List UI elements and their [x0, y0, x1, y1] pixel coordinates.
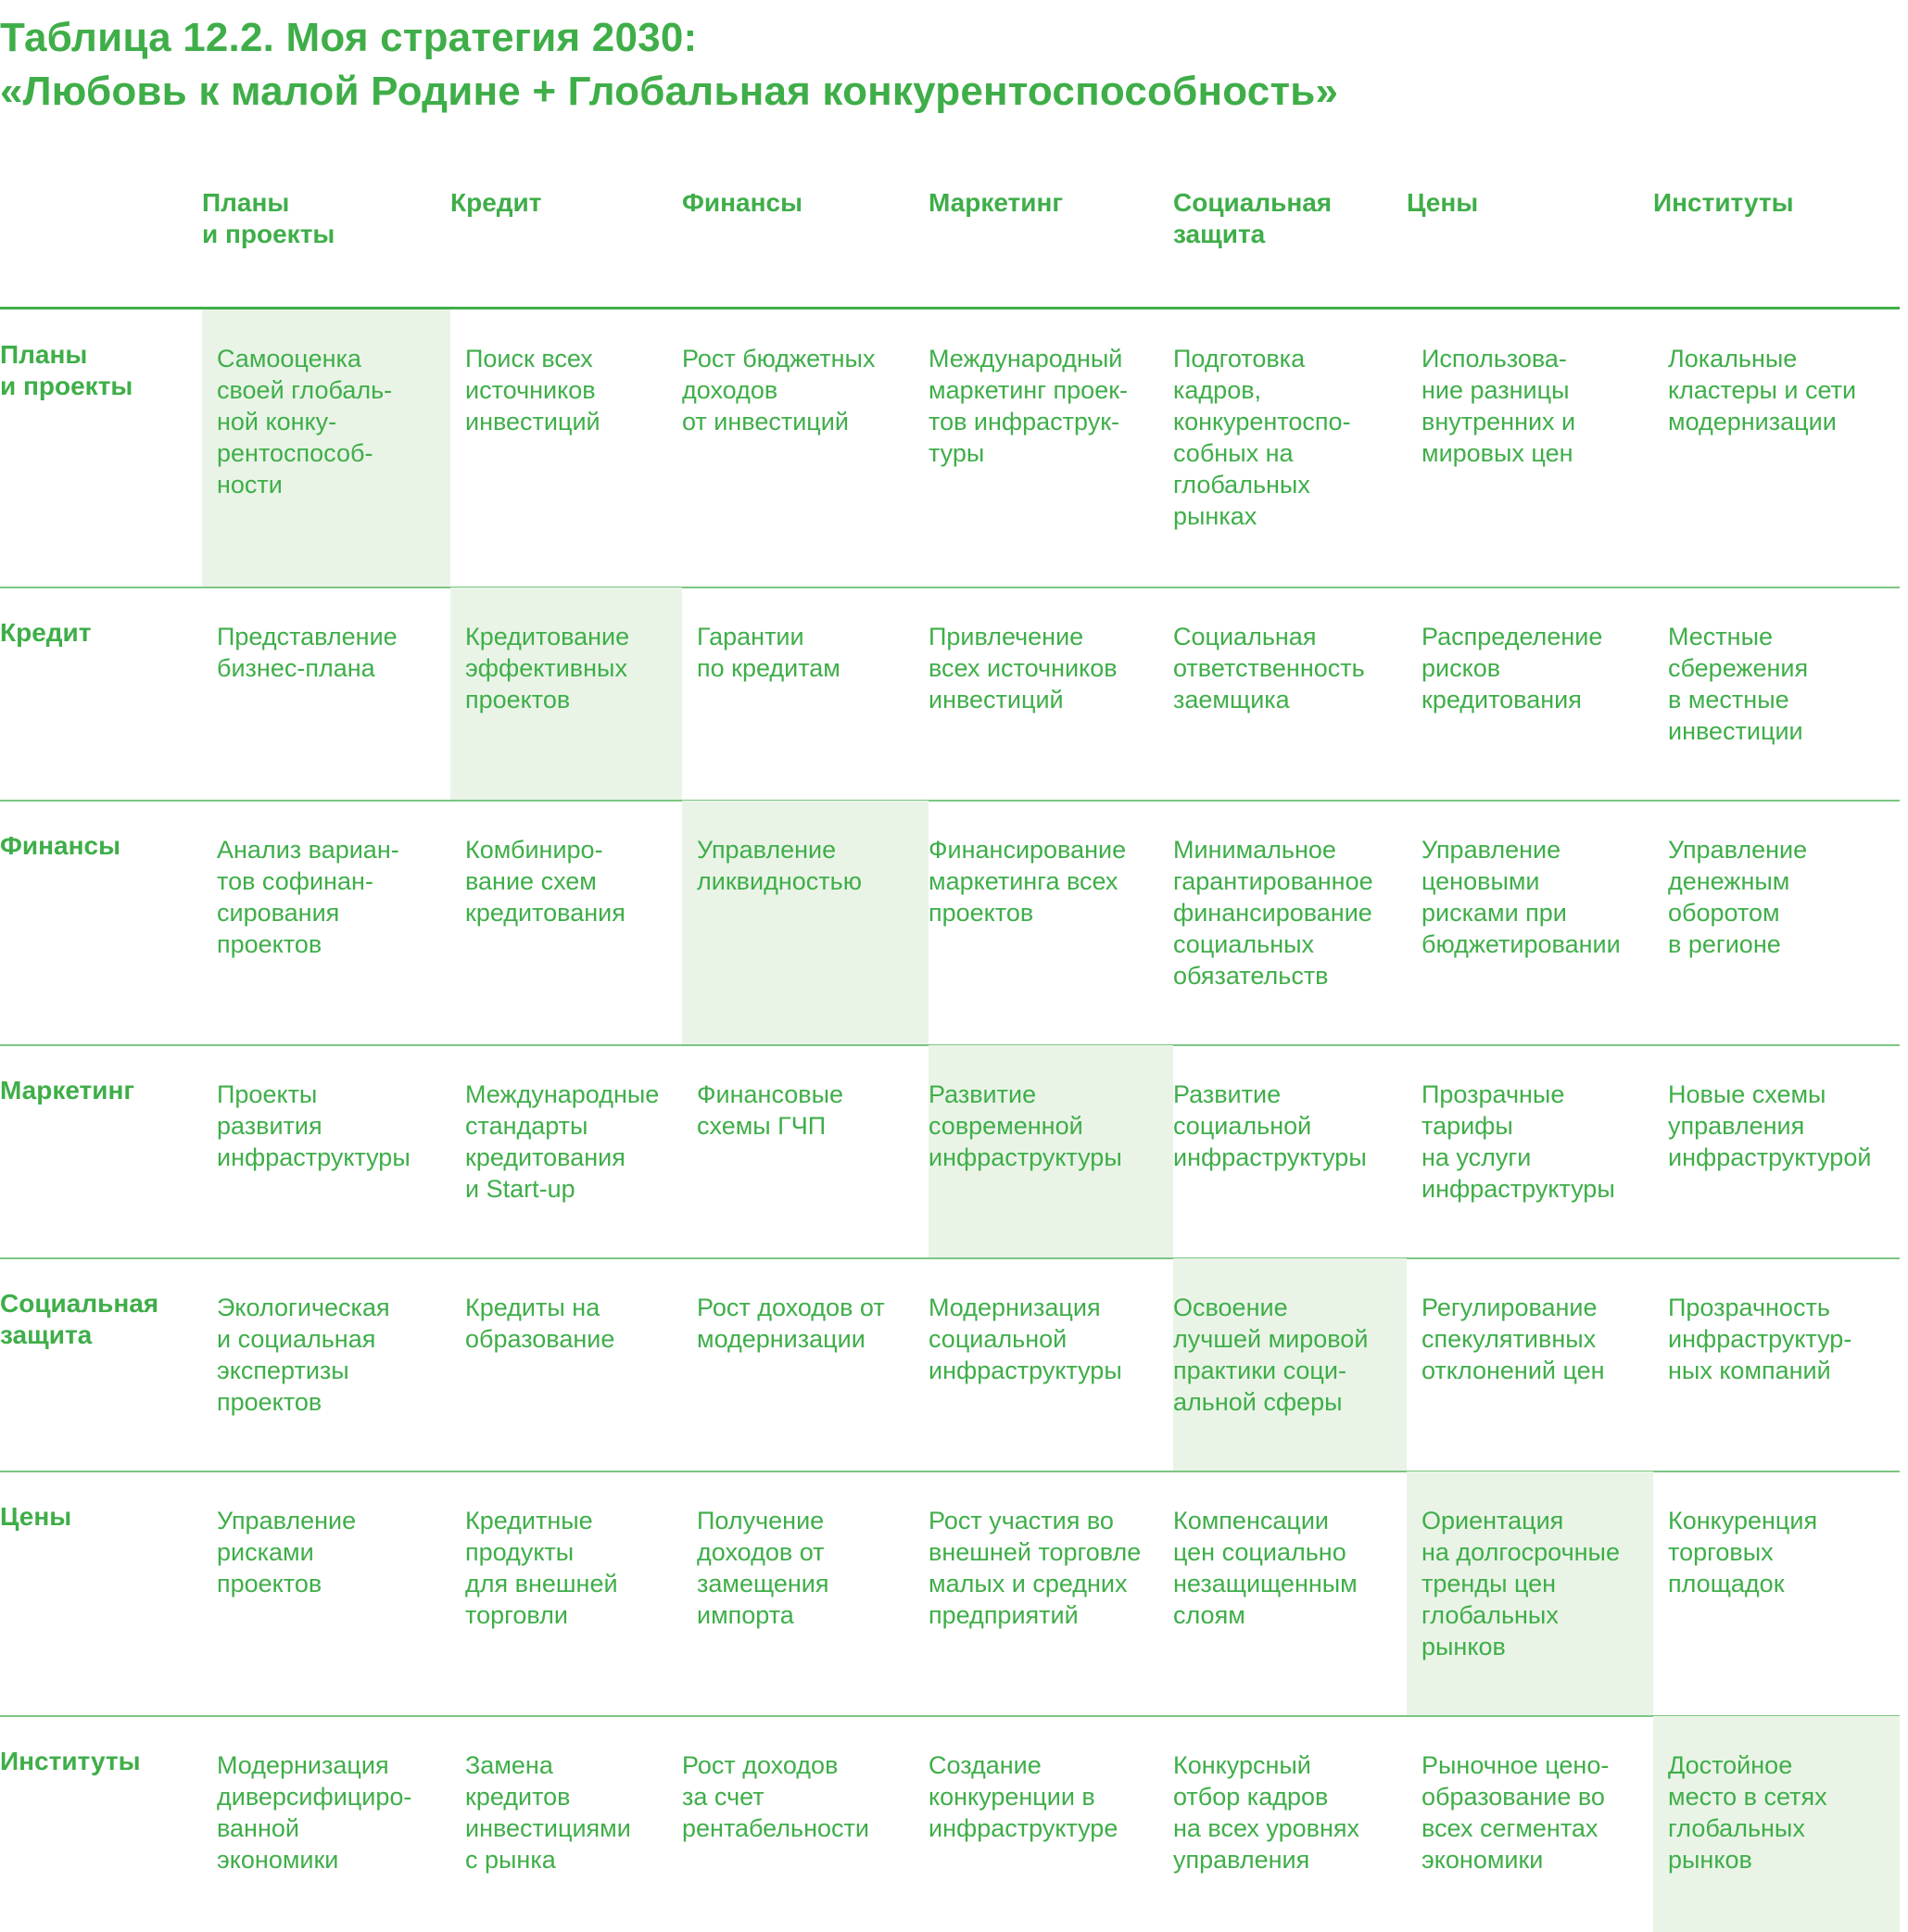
matrix-cell: Экологическая и социальная экспертизы проектов — [217, 1294, 390, 1416]
matrix-cell: Компенсации цен социально незащищенным слоям — [1173, 1507, 1358, 1629]
table-title-line-2: «Любовь к малой Родине + Глобальная конкурентоспособность» — [0, 69, 1339, 114]
matrix-cell: Конкуренция торговых площадок — [1668, 1507, 1818, 1597]
diagonal-cell: Ориентация на долгосрочные тренды цен глобальных рынков — [1407, 1471, 1653, 1715]
matrix-cell: Развитие социальной инфраструктуры — [1173, 1080, 1367, 1171]
matrix-cell: Использова- ние разницы внутренних и мировых цен — [1422, 345, 1576, 467]
matrix-cell: Модернизация социальной инфраструктуры — [929, 1294, 1122, 1384]
matrix-cell: Регулирование спекулятивных отклонений цен — [1422, 1294, 1605, 1384]
matrix-cell: Управление рисками проектов — [217, 1507, 357, 1597]
matrix-cell: Комбиниро- вание схем кредитования — [465, 836, 625, 927]
matrix-cell: Локальные кластеры и сети модернизации — [1668, 345, 1857, 436]
diagonal-cell: Освоение лучшей мировой практики соци- альной сферы — [1173, 1258, 1407, 1471]
matrix-cell: Финансирование маркетинга всех проектов — [929, 836, 1127, 927]
column-header: Планы и проекты — [202, 188, 335, 248]
matrix-cell: Представление бизнес-плана — [217, 623, 398, 682]
matrix-cell: Анализ вариан- тов софинан- сирования проектов — [217, 836, 399, 958]
diagonal-cell: Управление ликвидностью — [682, 801, 929, 1044]
matrix-cell: Управление ценовыми рисками при бюджетировании — [1422, 836, 1621, 958]
row-header: Финансы — [0, 831, 120, 860]
matrix-cell: Рост участия во внешней торговле малых и средних предприятий — [929, 1507, 1142, 1629]
matrix-cell: Рыночное цено- образование во всех сегментах экономики — [1422, 1751, 1610, 1874]
diagonal-cell: Достойное место в сетях глобальных рынков — [1653, 1716, 1900, 1932]
row-header: Планы и проекты — [0, 340, 133, 400]
matrix-cell: Международные стандарты кредитования и Start-up — [465, 1080, 660, 1203]
matrix-cell: Замена кредитов инвестициями с рынка — [465, 1751, 631, 1874]
matrix-cell: Поиск всех источников инвестиций — [465, 345, 600, 436]
diagonal-cell: Кредитование эффективных проектов — [450, 587, 682, 800]
matrix-cell: Проекты развития инфраструктуры — [217, 1080, 411, 1171]
matrix-cell: Новые схемы управления инфраструктурой — [1668, 1080, 1872, 1171]
diagonal-cell: Развитие современной инфраструктуры — [929, 1045, 1173, 1257]
matrix-cell: Распределение рисков кредитования — [1422, 623, 1603, 713]
diagonal-cell: Самооценка своей глобаль- ной конку- рентоспособ- ности — [202, 309, 450, 587]
matrix-cell: Создание конкуренции в инфраструктуре — [929, 1751, 1118, 1842]
row-header: Кредит — [0, 618, 92, 647]
table-title — [0, 11, 1338, 119]
matrix-cell: Финансовые схемы ГЧП — [697, 1080, 844, 1140]
matrix-cell: Прозрачные тарифы на услуги инфраструктуры — [1422, 1080, 1615, 1203]
matrix-cell: Получение доходов от замещения импорта — [697, 1507, 829, 1629]
matrix-cell: Минимальное гарантированное финансирование социальных обязательств — [1173, 836, 1373, 990]
table-title-line-1: Таблица 12.2. Моя стратегия 2030: — [0, 15, 698, 60]
row-header: Маркетинг — [0, 1076, 135, 1105]
row-header: Цены — [0, 1502, 72, 1531]
matrix-cell: Рост доходов за счет рентабельности — [682, 1751, 869, 1842]
column-header: Институты — [1653, 188, 1794, 217]
matrix-cell: Модернизация диверсифициро- ванной экономики — [217, 1751, 412, 1874]
matrix-cell: Рост бюджетных доходов от инвестиций — [682, 345, 876, 436]
column-header: Маркетинг — [929, 188, 1064, 217]
matrix-cell: Рост доходов от модернизации — [697, 1294, 885, 1353]
row-header: Социальная защита — [0, 1289, 159, 1349]
column-header: Цены — [1407, 188, 1479, 217]
matrix-cell: Конкурсный отбор кадров на всех уровнях управления — [1173, 1751, 1359, 1874]
matrix-cell: Кредитные продукты для внешней торговли — [465, 1507, 618, 1629]
matrix-cell: Гарантии по кредитам — [697, 623, 840, 682]
matrix-cell: Международный маркетинг проек- тов инфраструк- туры — [929, 345, 1129, 467]
column-header: Социальная защита — [1173, 188, 1333, 248]
matrix-cell: Подготовка кадров, конкурентоспо- собных на глобальных рынках — [1173, 345, 1351, 530]
matrix-cell: Местные сбережения в местные инвестиции — [1668, 623, 1809, 745]
matrix-cell: Привлечение всех источников инвестиций — [929, 623, 1118, 713]
matrix-cell: Социальная ответственность заемщика — [1173, 623, 1365, 713]
matrix-cell: Прозрачность инфраструктур- ных компаний — [1668, 1294, 1852, 1384]
column-header: Кредит — [450, 188, 542, 217]
matrix-cell: Управление денежным оборотом в регионе — [1668, 836, 1808, 958]
row-header: Институты — [0, 1747, 141, 1775]
matrix-cell: Кредиты на образование — [465, 1294, 615, 1353]
column-header: Финансы — [682, 188, 802, 217]
